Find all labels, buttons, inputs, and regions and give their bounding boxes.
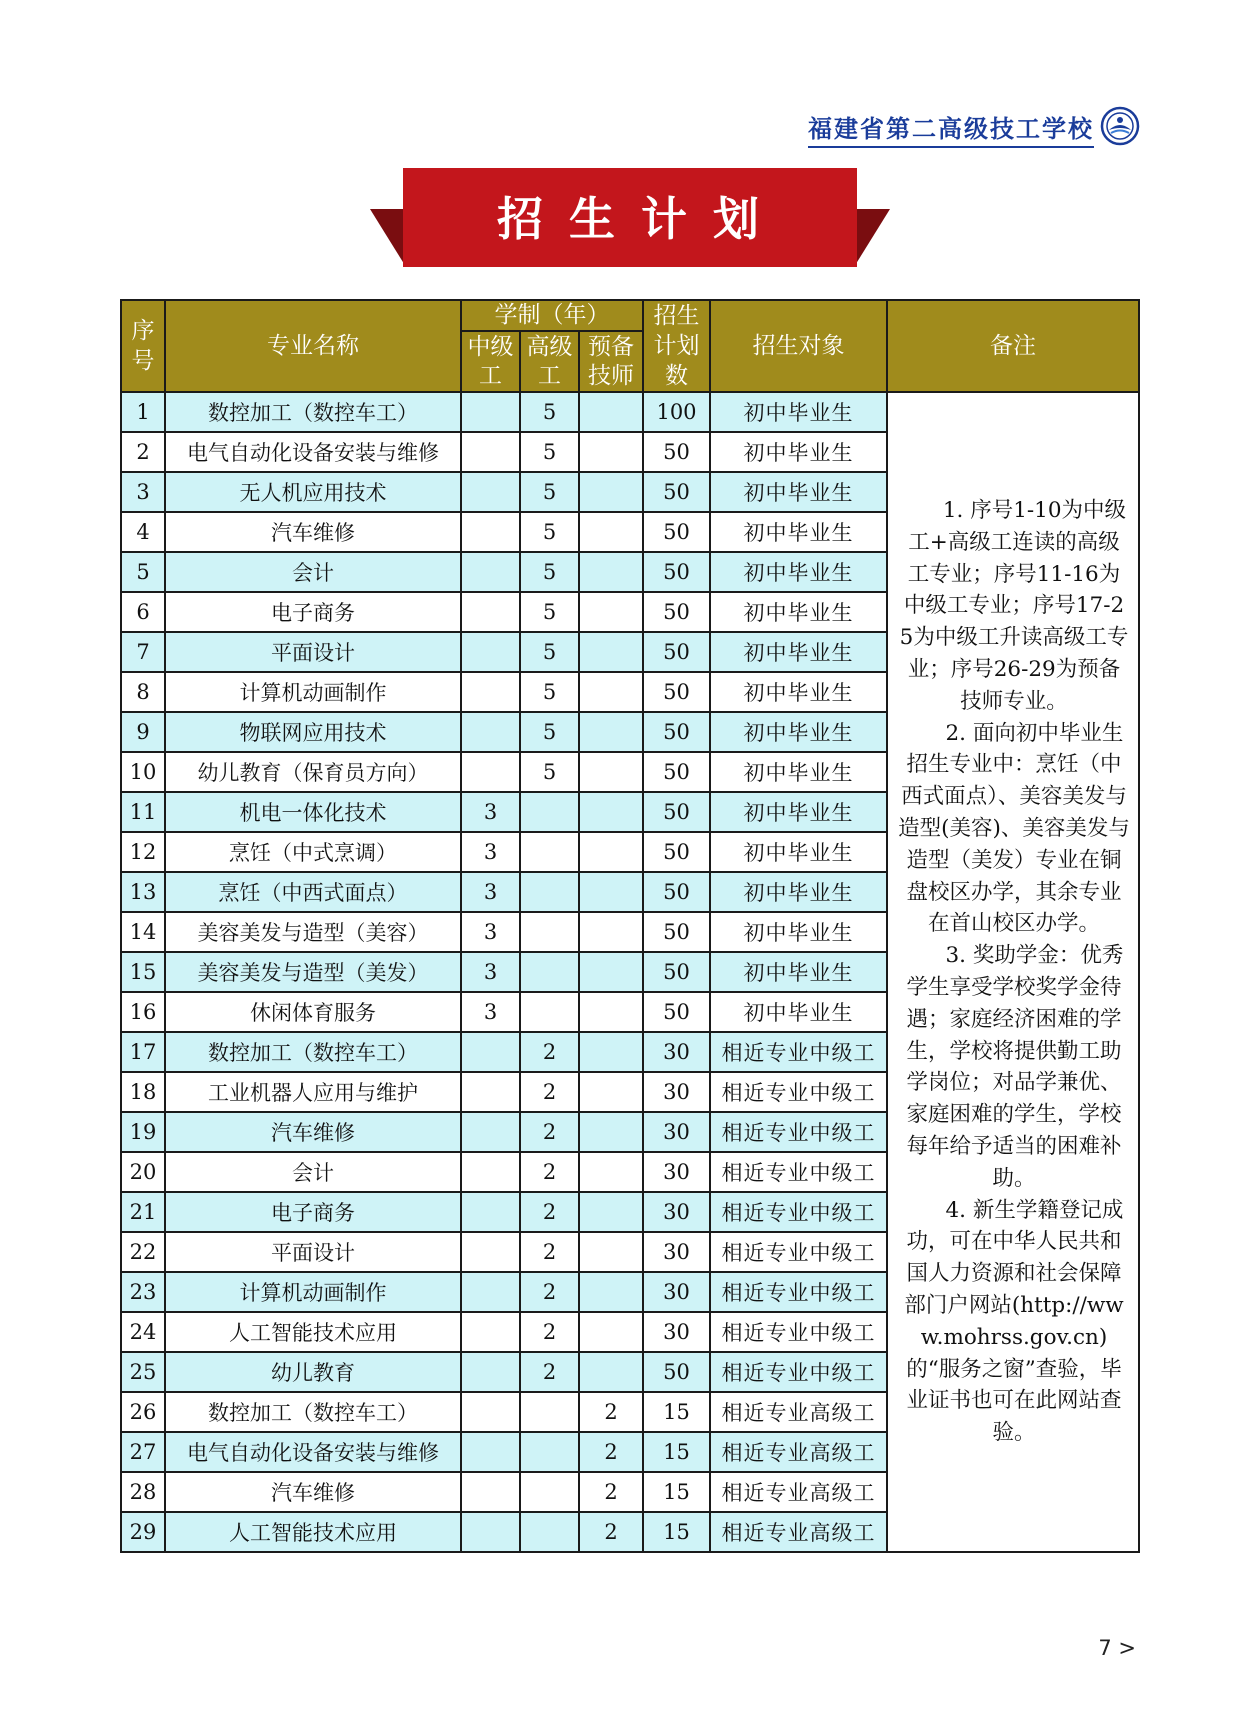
row-high-years: 5	[520, 392, 579, 432]
row-major: 烹饪（中式烹调）	[165, 832, 461, 872]
row-target: 相近专业中级工	[710, 1312, 887, 1352]
row-index: 2	[121, 432, 165, 472]
row-target: 初中毕业生	[710, 592, 887, 632]
row-target: 相近专业高级工	[710, 1392, 887, 1432]
row-index: 1	[121, 392, 165, 432]
row-prep-years	[579, 392, 643, 432]
row-high-years: 5	[520, 672, 579, 712]
row-mid-years	[461, 1352, 520, 1392]
row-target: 相近专业中级工	[710, 1272, 887, 1312]
row-major: 工业机器人应用与维护	[165, 1072, 461, 1112]
row-quota: 50	[643, 432, 710, 472]
row-prep-years: 2	[579, 1392, 643, 1432]
header-duration: 学制（年）	[461, 300, 643, 331]
row-high-years: 2	[520, 1112, 579, 1152]
school-header	[808, 106, 1140, 150]
row-prep-years	[579, 1312, 643, 1352]
row-prep-years	[579, 1152, 643, 1192]
row-prep-years	[579, 992, 643, 1032]
row-major: 幼儿教育	[165, 1352, 461, 1392]
row-major: 电气自动化设备安装与维修	[165, 1432, 461, 1472]
row-high-years: 2	[520, 1312, 579, 1352]
row-index: 8	[121, 672, 165, 712]
row-index: 23	[121, 1272, 165, 1312]
enrollment-plan-table	[120, 299, 1140, 1553]
row-prep-years	[579, 512, 643, 552]
row-major: 美容美发与造型（美容）	[165, 912, 461, 952]
row-quota: 50	[643, 472, 710, 512]
row-quota: 50	[643, 952, 710, 992]
row-high-years: 5	[520, 752, 579, 792]
row-target: 相近专业中级工	[710, 1192, 887, 1232]
row-prep-years	[579, 1352, 643, 1392]
row-quota: 30	[643, 1272, 710, 1312]
row-index: 24	[121, 1312, 165, 1352]
row-index: 9	[121, 712, 165, 752]
row-high-years: 2	[520, 1152, 579, 1192]
row-index: 11	[121, 792, 165, 832]
row-high-years	[520, 912, 579, 952]
row-mid-years	[461, 512, 520, 552]
note-paragraph: 3. 奖助学金：优秀学生享受学校奖学金待遇；家庭经济困难的学生，学校将提供勤工助学岗位；对品学兼优、家庭困难的学生，学校每年给予适当的困难补助。	[906, 943, 1124, 1191]
row-mid-years	[461, 1272, 520, 1312]
row-index: 16	[121, 992, 165, 1032]
row-major: 人工智能技术应用	[165, 1512, 461, 1552]
school-name: 福建省第二高级技工学校	[808, 109, 1094, 148]
row-major: 计算机动画制作	[165, 1272, 461, 1312]
row-target: 初中毕业生	[710, 912, 887, 952]
row-major: 数控加工（数控车工）	[165, 1032, 461, 1072]
row-major: 无人机应用技术	[165, 472, 461, 512]
row-quota: 50	[643, 832, 710, 872]
header-prep: 预备技师	[579, 331, 643, 392]
row-major: 汽车维修	[165, 1472, 461, 1512]
row-prep-years	[579, 1232, 643, 1272]
row-high-years	[520, 1432, 579, 1472]
row-major: 物联网应用技术	[165, 712, 461, 752]
row-target: 初中毕业生	[710, 472, 887, 512]
row-target: 初中毕业生	[710, 432, 887, 472]
row-target: 初中毕业生	[710, 672, 887, 712]
row-major: 烹饪（中西式面点）	[165, 872, 461, 912]
row-high-years: 2	[520, 1352, 579, 1392]
row-major: 电子商务	[165, 1192, 461, 1232]
row-target: 相近专业中级工	[710, 1072, 887, 1112]
row-quota: 100	[643, 392, 710, 432]
row-mid-years	[461, 1472, 520, 1512]
row-prep-years	[579, 552, 643, 592]
row-mid-years	[461, 712, 520, 752]
row-mid-years	[461, 1112, 520, 1152]
row-quota: 50	[643, 552, 710, 592]
row-target: 初中毕业生	[710, 552, 887, 592]
row-quota: 30	[643, 1312, 710, 1352]
row-quota: 50	[643, 712, 710, 752]
row-prep-years	[579, 432, 643, 472]
note-paragraph: 4. 新生学籍登记成功，可在中华人民共和国人力资源和社会保障部门户网站(http://www.mohrss.gov.cn)的“服务之窗”查验，毕业证书也可在此网站查验。	[904, 1197, 1124, 1446]
page-title: 招生计划	[497, 192, 785, 246]
row-index: 25	[121, 1352, 165, 1392]
row-mid-years: 3	[461, 992, 520, 1032]
row-mid-years	[461, 1072, 520, 1112]
row-quota: 30	[643, 1072, 710, 1112]
table-row	[121, 392, 1139, 432]
header-quota: 招生计划数	[643, 300, 710, 392]
row-index: 15	[121, 952, 165, 992]
row-mid-years	[461, 1032, 520, 1072]
row-major: 会计	[165, 552, 461, 592]
row-quota: 30	[643, 1232, 710, 1272]
note-paragraph: 1. 序号1-10为中级工+高级工连读的高级工专业；序号11-16为中级工专业；序号17-25为中级工升读高级工专业；序号26-29为预备技师专业。	[899, 498, 1129, 714]
row-target: 相近专业中级工	[710, 1232, 887, 1272]
row-prep-years	[579, 1112, 643, 1152]
row-index: 4	[121, 512, 165, 552]
header-high: 高级工	[520, 331, 579, 392]
row-high-years: 5	[520, 472, 579, 512]
row-high-years: 2	[520, 1232, 579, 1272]
row-target: 初中毕业生	[710, 832, 887, 872]
row-quota: 30	[643, 1192, 710, 1232]
row-target: 初中毕业生	[710, 752, 887, 792]
row-high-years: 2	[520, 1072, 579, 1112]
row-mid-years: 3	[461, 792, 520, 832]
row-target: 相近专业中级工	[710, 1152, 887, 1192]
header-notes: 备注	[887, 300, 1139, 392]
row-index: 5	[121, 552, 165, 592]
row-prep-years	[579, 1272, 643, 1312]
row-target: 初中毕业生	[710, 952, 887, 992]
row-index: 17	[121, 1032, 165, 1072]
row-target: 初中毕业生	[710, 992, 887, 1032]
row-prep-years	[579, 672, 643, 712]
row-target: 相近专业中级工	[710, 1032, 887, 1072]
row-mid-years	[461, 1312, 520, 1352]
row-index: 19	[121, 1112, 165, 1152]
row-major: 汽车维修	[165, 512, 461, 552]
row-prep-years	[579, 472, 643, 512]
note-paragraph: 2. 面向初中毕业生招生专业中：烹饪（中西式面点）、美容美发与造型(美容)、美容美发与造型（美发）专业在铜盘校区办学，其余专业在首山校区办学。	[898, 720, 1130, 937]
row-prep-years	[579, 712, 643, 752]
row-major: 平面设计	[165, 632, 461, 672]
row-index: 7	[121, 632, 165, 672]
row-target: 相近专业高级工	[710, 1432, 887, 1472]
row-major: 数控加工（数控车工）	[165, 392, 461, 432]
row-prep-years	[579, 1192, 643, 1232]
row-major: 电气自动化设备安装与维修	[165, 432, 461, 472]
row-index: 13	[121, 872, 165, 912]
row-prep-years	[579, 792, 643, 832]
row-quota: 50	[643, 512, 710, 552]
row-index: 29	[121, 1512, 165, 1552]
row-mid-years	[461, 552, 520, 592]
row-target: 初中毕业生	[710, 392, 887, 432]
row-prep-years	[579, 872, 643, 912]
row-high-years: 5	[520, 592, 579, 632]
row-target: 初中毕业生	[710, 512, 887, 552]
row-high-years: 5	[520, 712, 579, 752]
row-mid-years	[461, 592, 520, 632]
row-index: 18	[121, 1072, 165, 1112]
row-quota: 15	[643, 1432, 710, 1472]
row-high-years	[520, 792, 579, 832]
row-index: 6	[121, 592, 165, 632]
row-target: 初中毕业生	[710, 872, 887, 912]
row-quota: 30	[643, 1032, 710, 1072]
row-high-years: 5	[520, 552, 579, 592]
row-target: 初中毕业生	[710, 632, 887, 672]
row-mid-years: 3	[461, 952, 520, 992]
school-emblem-icon	[1100, 106, 1140, 150]
row-high-years: 2	[520, 1032, 579, 1072]
row-mid-years	[461, 432, 520, 472]
row-prep-years: 2	[579, 1432, 643, 1472]
row-high-years: 5	[520, 432, 579, 472]
row-target: 相近专业高级工	[710, 1512, 887, 1552]
row-high-years	[520, 992, 579, 1032]
row-major: 平面设计	[165, 1232, 461, 1272]
row-index: 28	[121, 1472, 165, 1512]
row-prep-years	[579, 952, 643, 992]
row-quota: 15	[643, 1472, 710, 1512]
row-mid-years: 3	[461, 832, 520, 872]
row-quota: 50	[643, 672, 710, 712]
row-target: 相近专业高级工	[710, 1472, 887, 1512]
row-mid-years	[461, 1232, 520, 1272]
row-index: 12	[121, 832, 165, 872]
row-mid-years	[461, 392, 520, 432]
row-high-years: 2	[520, 1272, 579, 1312]
row-quota: 15	[643, 1392, 710, 1432]
row-prep-years: 2	[579, 1512, 643, 1552]
header-major: 专业名称	[165, 300, 461, 392]
row-high-years	[520, 952, 579, 992]
row-major: 电子商务	[165, 592, 461, 632]
row-major: 会计	[165, 1152, 461, 1192]
row-quota: 50	[643, 752, 710, 792]
row-prep-years	[579, 592, 643, 632]
row-high-years	[520, 1472, 579, 1512]
row-major: 数控加工（数控车工）	[165, 1392, 461, 1432]
row-major: 休闲体育服务	[165, 992, 461, 1032]
row-mid-years: 3	[461, 912, 520, 952]
row-major: 计算机动画制作	[165, 672, 461, 712]
row-target: 相近专业中级工	[710, 1352, 887, 1392]
row-high-years: 5	[520, 512, 579, 552]
row-mid-years	[461, 472, 520, 512]
row-quota: 30	[643, 1152, 710, 1192]
row-mid-years	[461, 1392, 520, 1432]
row-mid-years: 3	[461, 872, 520, 912]
row-prep-years	[579, 1072, 643, 1112]
row-major: 机电一体化技术	[165, 792, 461, 832]
row-target: 相近专业中级工	[710, 1112, 887, 1152]
row-major: 人工智能技术应用	[165, 1312, 461, 1352]
row-high-years	[520, 1392, 579, 1432]
header-target: 招生对象	[710, 300, 887, 392]
row-index: 21	[121, 1192, 165, 1232]
row-high-years: 5	[520, 632, 579, 672]
row-target: 初中毕业生	[710, 712, 887, 752]
row-index: 20	[121, 1152, 165, 1192]
row-index: 3	[121, 472, 165, 512]
row-quota: 50	[643, 1352, 710, 1392]
row-mid-years	[461, 632, 520, 672]
row-quota: 50	[643, 872, 710, 912]
row-mid-years	[461, 672, 520, 712]
row-major: 幼儿教育（保育员方向）	[165, 752, 461, 792]
row-high-years	[520, 1512, 579, 1552]
row-major: 汽车维修	[165, 1112, 461, 1152]
page-number: 7 >	[1098, 1636, 1136, 1660]
row-quota: 50	[643, 912, 710, 952]
row-prep-years	[579, 752, 643, 792]
row-index: 14	[121, 912, 165, 952]
row-quota: 50	[643, 992, 710, 1032]
row-index: 26	[121, 1392, 165, 1432]
row-prep-years	[579, 832, 643, 872]
row-quota: 50	[643, 792, 710, 832]
header-mid: 中级工	[461, 331, 520, 392]
row-prep-years	[579, 912, 643, 952]
row-high-years	[520, 832, 579, 872]
row-index: 22	[121, 1232, 165, 1272]
row-mid-years	[461, 1432, 520, 1472]
row-quota: 15	[643, 1512, 710, 1552]
row-index: 10	[121, 752, 165, 792]
row-index: 27	[121, 1432, 165, 1472]
row-mid-years	[461, 752, 520, 792]
row-high-years: 2	[520, 1192, 579, 1232]
notes-cell	[887, 392, 1139, 1552]
header-index: 序号	[121, 300, 165, 392]
row-target: 初中毕业生	[710, 792, 887, 832]
row-high-years	[520, 872, 579, 912]
row-major: 美容美发与造型（美发）	[165, 952, 461, 992]
row-prep-years	[579, 632, 643, 672]
row-quota: 50	[643, 632, 710, 672]
row-mid-years	[461, 1192, 520, 1232]
row-mid-years	[461, 1152, 520, 1192]
row-prep-years	[579, 1032, 643, 1072]
row-quota: 50	[643, 592, 710, 632]
row-quota: 30	[643, 1112, 710, 1152]
row-mid-years	[461, 1512, 520, 1552]
row-prep-years: 2	[579, 1472, 643, 1512]
